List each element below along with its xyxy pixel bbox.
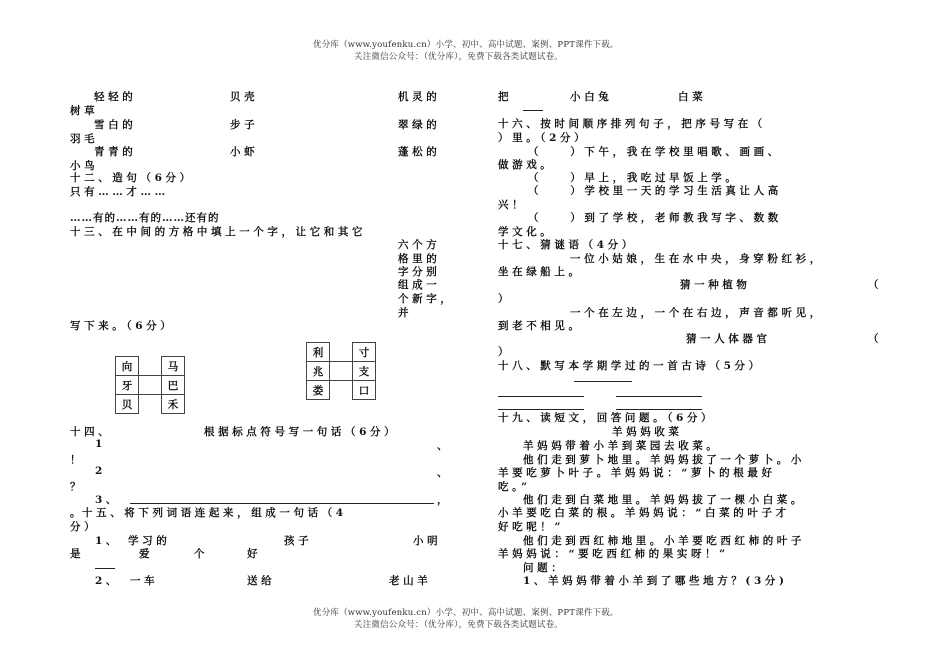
match-a-1: 轻轻的 bbox=[94, 91, 137, 103]
story-line-9: 羊妈妈说：“要吃西红柿的果实呀！” bbox=[498, 548, 729, 560]
q15-row2-c: 老山羊 bbox=[389, 575, 432, 587]
q15-row2-num: 2、 bbox=[95, 575, 121, 587]
q15-row1b-b: 爱 bbox=[139, 548, 154, 560]
q14-item-1: 1 bbox=[95, 438, 106, 450]
q15-title: 十五、将下列词语连起来，组成一句话（4 bbox=[82, 507, 347, 519]
story-line-1: 羊妈妈带着小羊到菜园去收菜。 bbox=[523, 440, 721, 452]
char-grid-1 bbox=[115, 356, 185, 414]
poem-line-2[interactable] bbox=[498, 396, 584, 397]
grid2-left-2: 兆 bbox=[307, 362, 330, 381]
match-a-3: 青青的 bbox=[94, 146, 137, 158]
grid2-center-box[interactable] bbox=[330, 362, 353, 381]
q14-mark-3: ， bbox=[437, 494, 452, 506]
match-b-3: 小虾 bbox=[230, 146, 259, 158]
q13-wrap-1: 六个方 bbox=[398, 239, 441, 251]
match-wrap-2: 羽毛 bbox=[70, 133, 99, 145]
q14-title-b: 根据标点符号写一句话（6分） bbox=[204, 426, 399, 438]
riddle1-close-paren: ） bbox=[498, 293, 513, 305]
match-b-2: 步子 bbox=[230, 119, 259, 131]
story-line-4: 吃。” bbox=[498, 481, 531, 493]
q15-cont-b: 小白兔 bbox=[570, 91, 613, 103]
q16-item-2: （ ）早上，我吃过早饭上学。 bbox=[528, 172, 740, 184]
q16-item-4: （ ）到了学校，老师教我写字、数数 bbox=[528, 212, 782, 224]
footer-line-1: 优分库（www.youfenku.cn）小学、初中、高中试题、案例、PPT课件下载。 bbox=[313, 608, 619, 618]
q15-row1b-d: 好 bbox=[247, 548, 262, 560]
riddle1-line-1: 一位小姑娘，生在水中央，身穿粉红衫， bbox=[570, 253, 824, 265]
grid1-center-box[interactable] bbox=[139, 376, 162, 395]
q15-row1b-c: 个 bbox=[194, 548, 209, 560]
grid1-right-3: 禾 bbox=[162, 395, 185, 414]
riddle2-line-2: 到老不相见。 bbox=[498, 320, 583, 332]
grid2-blank bbox=[330, 343, 353, 362]
footer-line-2: 关注微信公众号：（优分库），免费下载各类试题试卷。 bbox=[354, 620, 564, 630]
story-line-6: 小羊要吃白菜的根。羊妈妈说：“白菜的叶子才 bbox=[498, 507, 790, 519]
q16-item-4-wrap: 学文化。 bbox=[498, 226, 555, 238]
q17-title: 十七、猜谜语（4分） bbox=[498, 239, 636, 251]
q13-wrap-3: 字分别 bbox=[398, 266, 441, 278]
riddle1-hint: 猜一种植物 bbox=[680, 279, 751, 291]
grid1-right-1: 马 bbox=[162, 357, 185, 376]
poem-line-1[interactable] bbox=[574, 381, 632, 382]
riddle1-open-paren: （ bbox=[868, 279, 883, 291]
grid1-blank bbox=[139, 395, 162, 414]
riddle2-hint: 猜一人体器官 bbox=[686, 333, 771, 345]
question-label: 问题： bbox=[523, 562, 566, 574]
q19-title: 十九、读短文，回答问题。（6分） bbox=[498, 412, 716, 424]
riddle2-close-paren: ） bbox=[498, 346, 513, 358]
q14-wrap-3: 。 bbox=[70, 507, 85, 519]
q15-row1-c: 小明 bbox=[413, 535, 442, 547]
q16-item-3: （ ）学校里一天的学习生活真让人高 bbox=[528, 185, 782, 197]
match-wrap-1: 树草 bbox=[70, 105, 99, 117]
q15-row1-b: 孩子 bbox=[284, 535, 313, 547]
q13-tail: 写下来。（6分） bbox=[70, 320, 175, 332]
story-title: 羊妈妈收菜 bbox=[612, 426, 683, 438]
story-line-2: 他们走到萝卜地里。羊妈妈拔了一个萝卜。小 bbox=[523, 454, 805, 466]
q14-title-a: 十四、 bbox=[70, 426, 113, 438]
q14-item-2: 2 bbox=[95, 465, 106, 477]
q12-title: 十二、造句（6分） bbox=[70, 172, 194, 184]
grid1-right-2: 巴 bbox=[162, 376, 185, 395]
match-wrap-3: 小鸟 bbox=[70, 160, 99, 172]
q12-line-1: 只有……才…… bbox=[70, 186, 169, 198]
grid2-right-3: 口 bbox=[353, 381, 376, 400]
q15-answer-line-2[interactable] bbox=[523, 110, 543, 111]
q16-item-1-wrap: 做游戏。 bbox=[498, 159, 555, 171]
story-line-5: 他们走到白菜地里。羊妈妈拔了一棵小白菜。 bbox=[523, 494, 805, 506]
question-1: 1、羊妈妈带着小羊到了哪些地方？(3分) bbox=[523, 575, 788, 587]
match-c-3: 蓬松的 bbox=[398, 146, 441, 158]
q15-answer-line-1[interactable] bbox=[95, 568, 115, 569]
match-a-2: 雪白的 bbox=[94, 119, 137, 131]
q14-wrap-2: ？ bbox=[70, 481, 85, 493]
q15-row2-b: 送给 bbox=[247, 575, 276, 587]
riddle2-open-paren: （ bbox=[868, 333, 883, 345]
q14-item-3: 3、 bbox=[95, 494, 121, 506]
header-line-2: 关注微信公众号：（优分库），免费下载各类试题试卷。 bbox=[354, 52, 564, 62]
q15-wrap: 分） bbox=[70, 521, 99, 533]
q15-cont-c: 白菜 bbox=[678, 91, 707, 103]
q14-mark-1: 、 bbox=[437, 440, 452, 452]
grid1-left-2: 牙 bbox=[116, 376, 139, 395]
riddle1-line-2: 坐在绿船上。 bbox=[498, 266, 583, 278]
q15-cont-a: 把 bbox=[498, 91, 513, 103]
story-line-8: 他们走到西红柿地里。小羊要吃西红柿的叶子 bbox=[523, 535, 805, 547]
q13-line-1: 十三、在中间的方格中填上一个字，让它和其它 bbox=[70, 226, 367, 238]
q13-wrap-2: 格里的 bbox=[398, 253, 441, 265]
poem-line-3[interactable] bbox=[616, 396, 702, 397]
grid2-blank bbox=[330, 381, 353, 400]
match-b-1: 贝壳 bbox=[230, 91, 259, 103]
story-line-7: 好吃呢！” bbox=[498, 521, 565, 533]
q12-line-2: ……有的……有的……还有的 bbox=[70, 212, 220, 224]
q15-row1b-a: 是 bbox=[70, 548, 85, 560]
grid2-left-3: 娄 bbox=[307, 381, 330, 400]
q15-row2-a: 一车 bbox=[130, 575, 159, 587]
match-c-1: 机灵的 bbox=[398, 91, 441, 103]
q13-wrap-4: 组成一 bbox=[398, 279, 441, 291]
q16-item-3-wrap: 兴！ bbox=[498, 199, 527, 211]
grid1-left-3: 贝 bbox=[116, 395, 139, 414]
riddle2-line-1: 一个在左边，一个在右边，声音都听见， bbox=[570, 307, 824, 319]
grid1-left-1: 向 bbox=[116, 357, 139, 376]
q16-line-1: 十六、按时间顺序排列句子，把序号写在（ bbox=[498, 118, 766, 130]
grid2-right-1: 寸 bbox=[353, 343, 376, 362]
match-c-2: 翠绿的 bbox=[398, 119, 441, 131]
char-grid-2 bbox=[306, 342, 376, 400]
q16-item-1: （ ）下午，我在学校里唱歌、画画、 bbox=[528, 146, 782, 158]
q16-line-2: ）里。（2分） bbox=[498, 132, 589, 144]
q15-row1-num: 1、 bbox=[95, 535, 121, 547]
q13-wrap-6: 并 bbox=[398, 307, 413, 319]
q18-title: 十八、默写本学期学过的一首古诗（5分） bbox=[498, 360, 763, 372]
grid1-blank[interactable] bbox=[139, 357, 162, 376]
grid2-right-2: 支 bbox=[353, 362, 376, 381]
grid2-left-1: 利 bbox=[307, 343, 330, 362]
q13-wrap-5: 个新字， bbox=[398, 293, 455, 305]
q14-mark-2: 、 bbox=[437, 467, 452, 479]
q14-wrap-1: ！ bbox=[70, 454, 85, 466]
header-line-1: 优分库（www.youfenku.cn）小学、初中、高中试题、案例、PPT课件下载。 bbox=[313, 40, 619, 50]
q15-row1-a: 学习的 bbox=[128, 535, 171, 547]
q14-answer-line-3[interactable] bbox=[130, 503, 434, 504]
story-line-3: 羊要吃萝卜叶子。羊妈妈说：“萝卜的根最好 bbox=[498, 467, 776, 479]
